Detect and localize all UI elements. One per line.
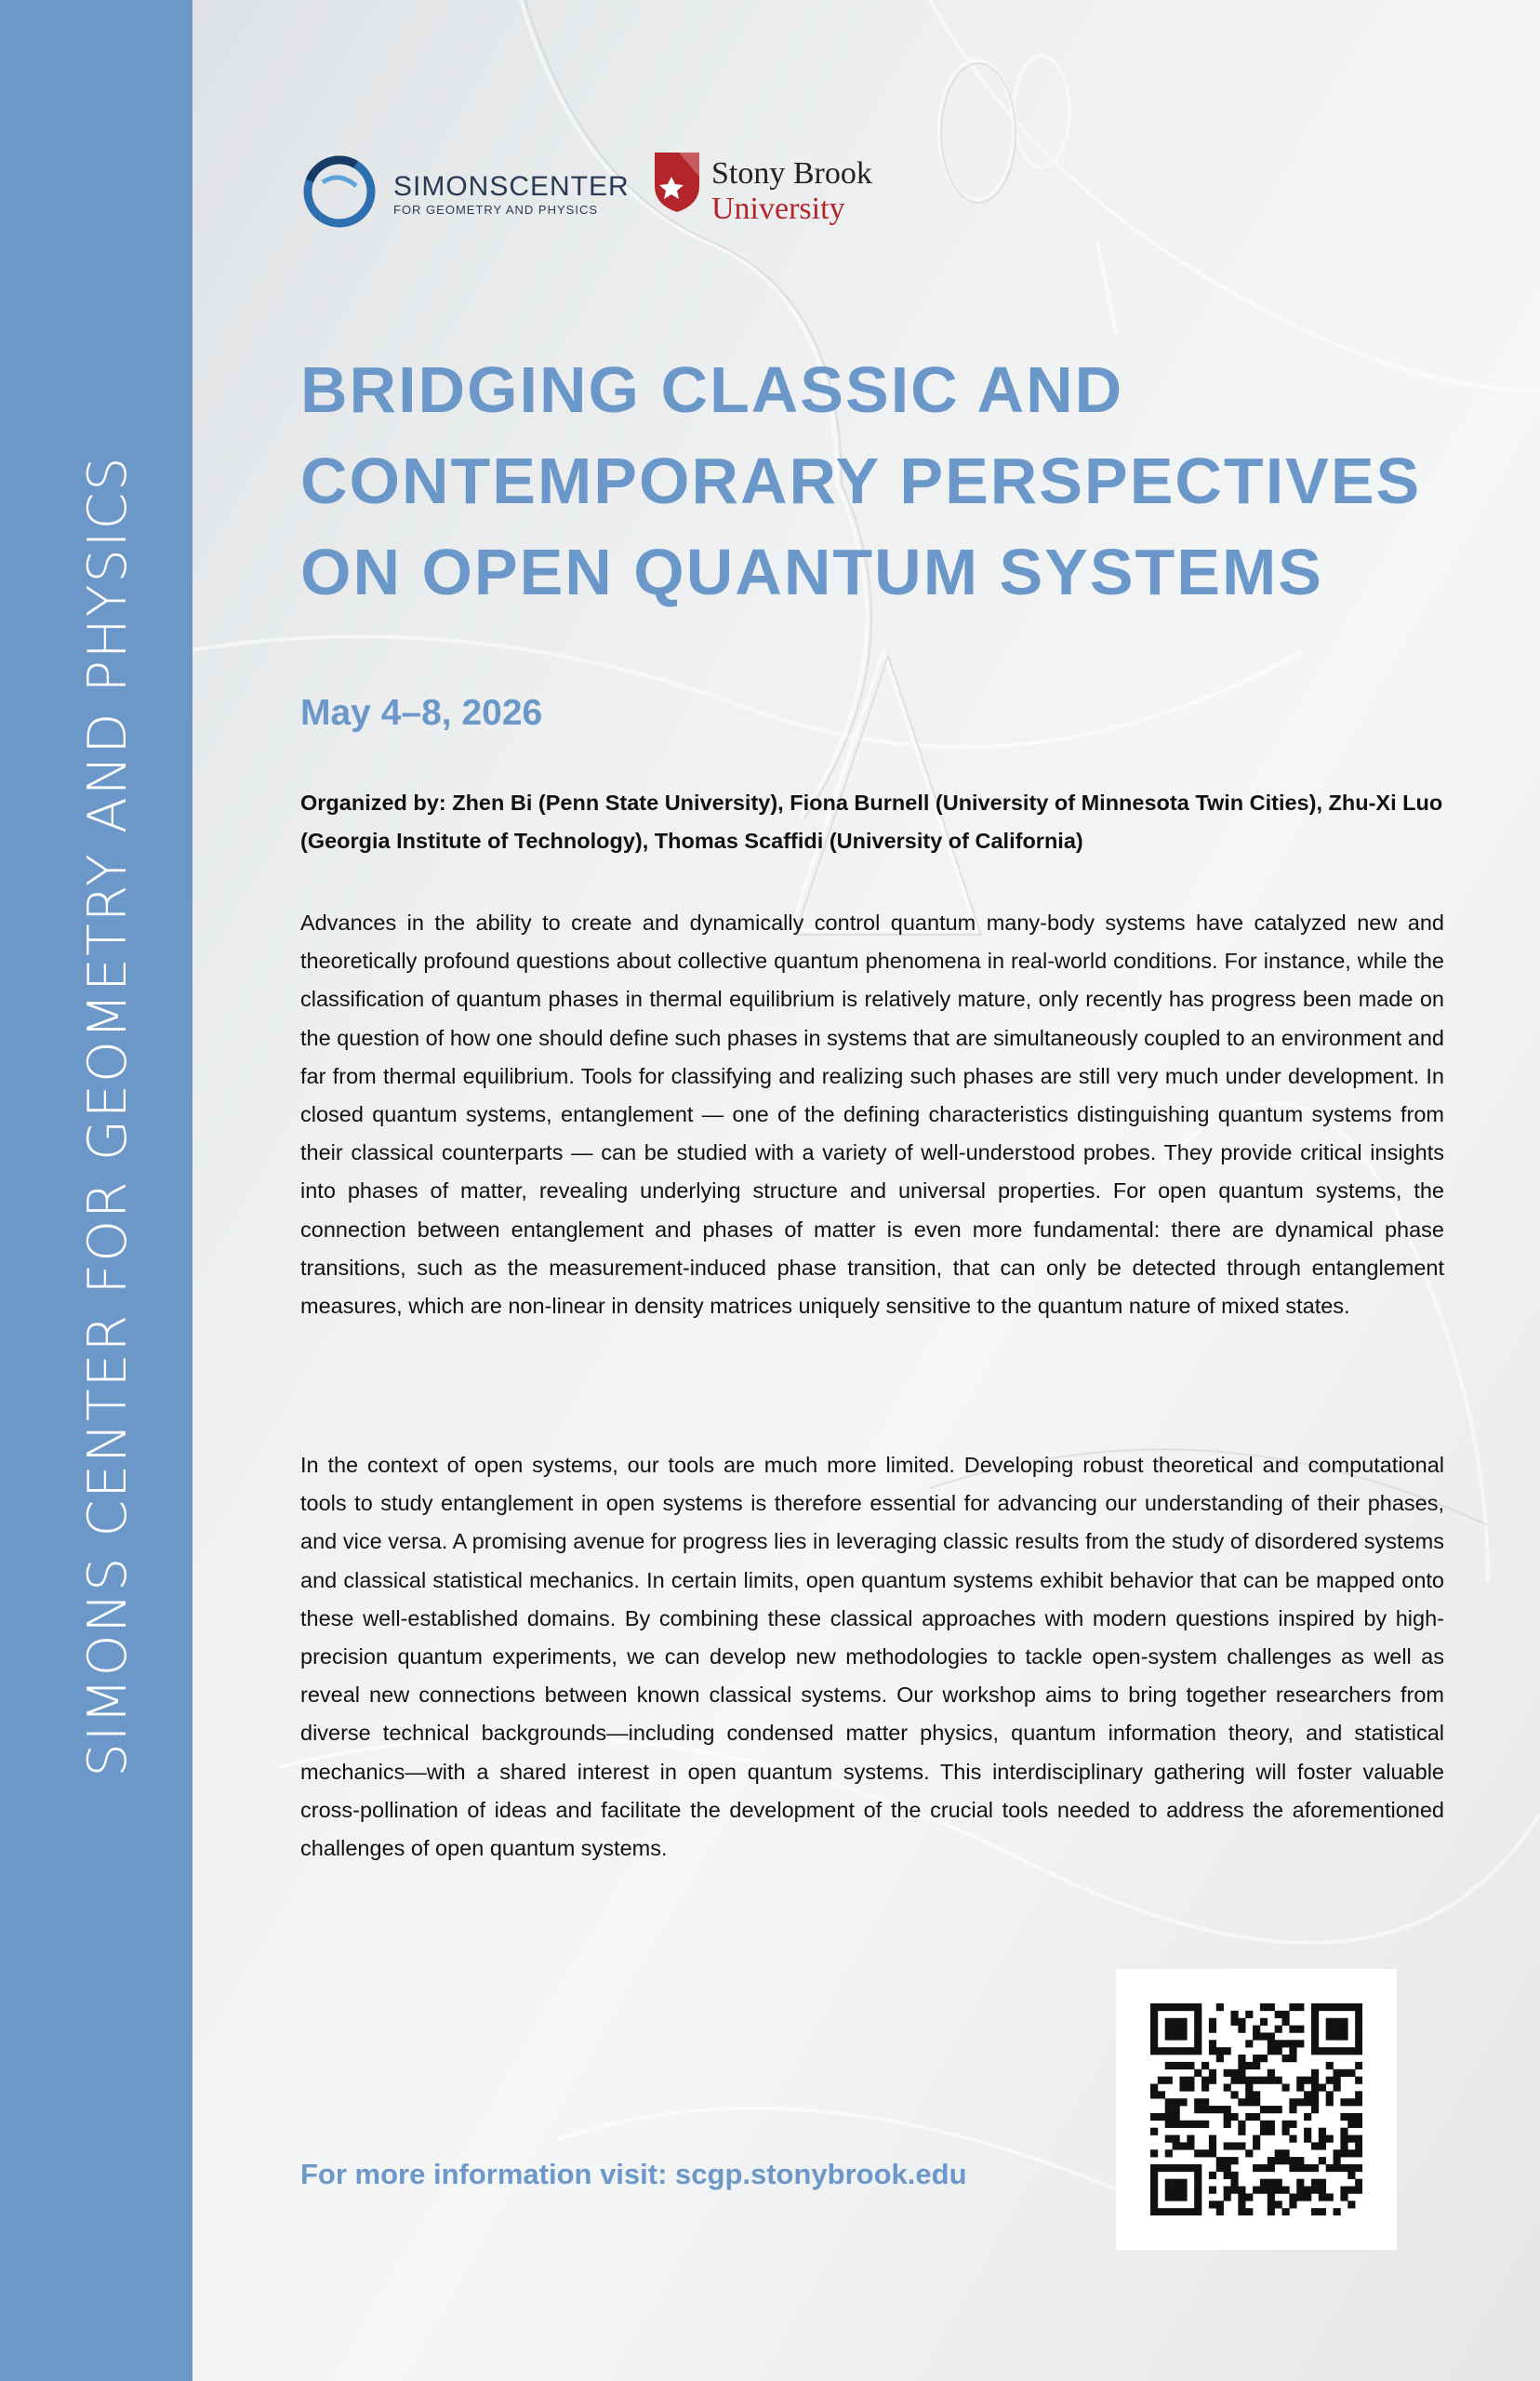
simons-emblem-icon: [302, 154, 377, 229]
sbu-name-line1: Stony Brook: [711, 156, 872, 191]
title-line: BRIDGING CLASSIC AND: [300, 353, 1124, 426]
simons-center-name: SIMONSCENTER: [393, 171, 630, 202]
simons-center-logo: [302, 154, 630, 229]
stony-brook-shield-icon: [651, 149, 703, 214]
title-line: CONTEMPORARY PERSPECTIVES: [300, 445, 1422, 517]
event-title: [300, 344, 1454, 618]
event-date: May 4–8, 2026: [300, 693, 543, 733]
title-line: ON OPEN QUANTUM SYSTEMS: [300, 536, 1323, 608]
description-paragraph-1: Advances in the ability to create and dynamically control quantum many-body systems have catalyzed new and theoretically profound questions about collective quantum phenomena in real-world conditions. For instance, while the classification of quantum phases in thermal equilibrium is relatively mature, only recently has progress been made on the question of how one should define such phases in systems that are simultaneously coupled to an environment and far from thermal equilibrium. Tools for classifying and realizing such phases are still very much under development. In closed quantum systems, entanglement — one of the defining characteristics distinguishing quantum systems from their classical counterparts — can be studied with a variety of well-understood probes. They provide critical insights into phases of matter, revealing underlying structure and universal properties. For open quantum systems, the connection between entanglement and phases of matter is even more fundamental: there are dynamical phase transitions, such as the measurement-induced phase transition, that can only be detected through entanglement measures, which are non-linear in density matrices uniquely sensitive to the quantum nature of mixed states.: [300, 911, 1444, 1319]
more-info-link[interactable]: For more information visit: scgp.stonybrook.edu: [300, 2158, 967, 2190]
qr-code[interactable]: [1116, 1969, 1397, 2250]
stony-brook-logo: [651, 149, 902, 233]
simons-center-subtitle: FOR GEOMETRY AND PHYSICS: [393, 203, 599, 217]
sidebar-vertical-title: SIMONS CENTER FOR GEOMETRY AND PHYSICS: [77, 455, 139, 1777]
description-paragraph-2: In the context of open systems, our tools are much more limited. Developing robust theoretical and computational tools to study entanglement in open systems is therefore essential for advancing our understanding of their phases, and vice versa. A promising avenue for progress lies in leveraging classic results from the study of disordered systems and classical statistical mechanics. In certain limits, open quantum systems exhibit behavior that can be mapped onto these well-established domains. By combining these classical approaches with modern questions inspired by high-precision quantum experiments, we can develop new methodologies to tackle open-system challenges as well as reveal new connections between known classical systems. Our workshop aims to bring together researchers from diverse technical backgrounds—including condensed matter physics, quantum information theory, and statistical mechanics—with a shared interest in open quantum systems. This interdisciplinary gathering will foster valuable cross-pollination of ideas and facilitate the development of the crucial tools needed to address the aforementioned challenges of open quantum systems.: [300, 1453, 1444, 1861]
qr-code-icon: [1150, 2003, 1362, 2215]
organizers: Organized by: Zhen Bi (Penn State University), Fiona Burnell (University of Minnesota Twin Cities), Zhu-Xi Luo (Georgia Institute of Technology), Thomas Scaffidi (University of California): [300, 791, 1443, 853]
sbu-name-line2: University: [711, 192, 845, 226]
sidebar-band: [0, 0, 192, 2381]
